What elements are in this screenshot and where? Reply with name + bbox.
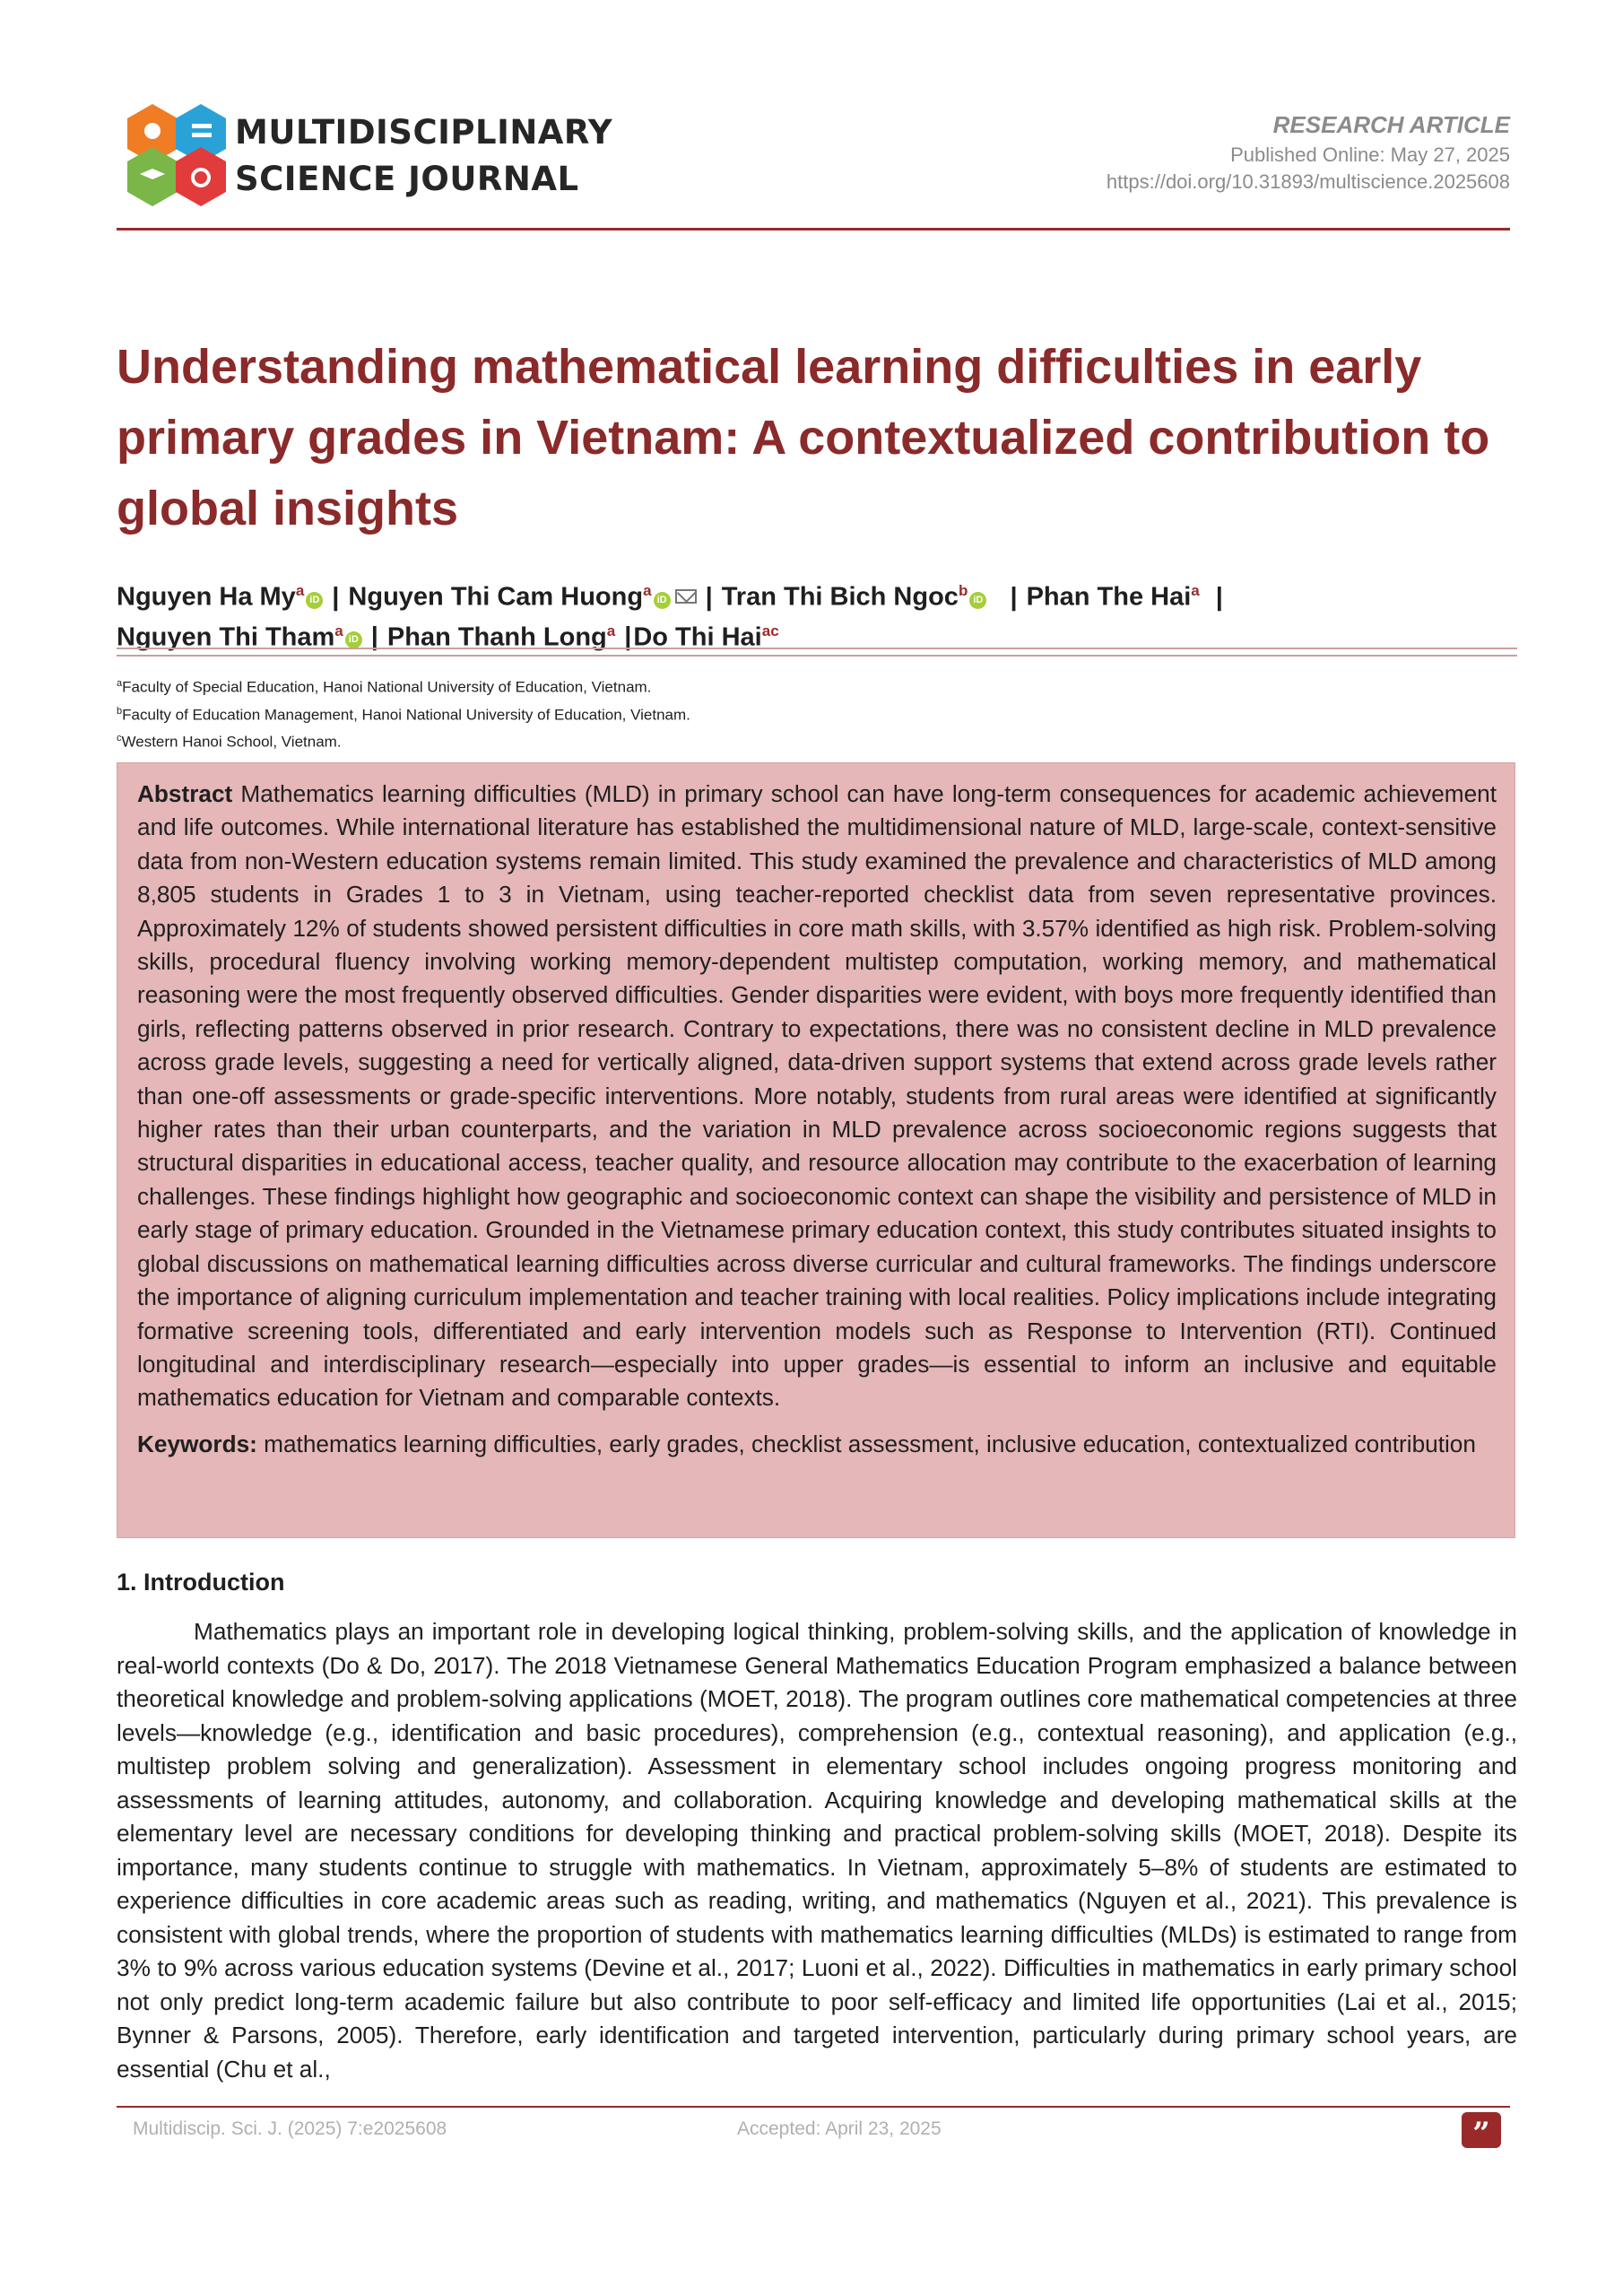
affiliation-mark: c — [117, 733, 122, 744]
orcid-icon[interactable]: iD — [654, 592, 671, 609]
affiliation-mark: ac — [761, 622, 779, 639]
footer-rule — [117, 2106, 1510, 2108]
keywords — [137, 1428, 1497, 1461]
affiliation-item — [117, 700, 1515, 727]
author-rule — [117, 648, 1517, 657]
author-list: Nguyen Ha My$^a$iD | Nguyen Thi Cam Huong$^a$iD | Tran Thi Bich Ngoc$^b$iD | Phan The Hai$^a$ | Nguyen Thi Tham$^a$iD | Phan Thanh Long$^a$ |Do Thi Hai$^{ac}$ — [117, 582, 1223, 652]
affiliation-mark: a — [643, 582, 652, 599]
abstract-text: Mathematics learning difficulties (MLD) in primary school can have long-term consequences for academic achievement and life outcomes. While international literature has established the multidimensional nature of MLD, large-scale, context-sensitive data from non-Western education systems remain limited. This study examined the prevalence and characteristics of MLD among 8,805 students in Grades 1 to 3 in Vietnam, using teacher-reported checklist data from seven representative provinces. Approximately 12% of students showed persistent difficulties in core math skills, with 3.57% identified as high risk. Problem-solving skills, procedural fluency involving working memory-dependent multistep computation, working memory, and mathematical reasoning were the most frequently observed difficulties. Gender disparities were evident, with boys more frequently identified than girls, reflecting patterns observed in prior research. Contrary to expectations, there was no consistent decline in MLD prevalence across grade levels, suggesting a need for vertically aligned, data-driven support systems that extend across grade levels rather than one-off assessments or grade-specific interventions. More notably, students from rural areas were identified at significantly higher rates than their urban counterparts, and the variation in MLD prevalence across socioeconomic regions suggests that structural disparities in educational access, teacher quality, and resource allocation may contribute to the exacerbation of learning challenges. These findings highlight how geographic and socioeconomic context can shape the visibility and persistence of MLD in early stage of primary education. Grounded in the Vietnamese primary education context, this study contributes situated insights to global discussions on mathematical learning difficulties across diverse curricular and cultural frameworks. The findings underscore the importance of aligning curriculum implementation and teacher training with local realities. Policy implications include integrating formative screening tools, differentiated and early intervention models such as Response to Intervention (RTI). Continued longitudinal and interdisciplinary research—especially into upper grades—is essential to inform an inclusive and equitable mathematics education for Vietnam and comparable contexts. — [137, 780, 1497, 1412]
affiliation-mark: a — [606, 622, 616, 639]
quote-icon[interactable]: ” — [1462, 2112, 1501, 2148]
author-name[interactable]: Nguyen Ha My — [117, 582, 296, 612]
section-heading: 1. Introduction — [117, 1569, 285, 1596]
orcid-icon[interactable]: iD — [969, 592, 986, 609]
author-name[interactable]: Do Thi Hai — [633, 622, 762, 652]
abstract — [137, 778, 1497, 1415]
author-name[interactable]: Phan The Hai — [1026, 582, 1192, 612]
article-title: Understanding mathematical learning difficulties in early primary grades in Vietnam: A contextualized contribution to global insights — [117, 340, 1490, 535]
intro-paragraph: Mathematics plays an important role in developing logical thinking, problem-solving skills, and the application of knowledge in real-world contexts (Do & Do, 2017). The 2018 Vietnamese General Mathematics Education Program emphasized a balance between theoretical knowledge and problem-solving applications (MOET, 2018). The program outlines core mathematical competencies at three levels—knowledge (e.g., identification and basic procedures), comprehension (e.g., contextual reasoning), and application (e.g., multistep problem solving and generalization). Assessment in elementary school includes ongoing progress monitoring and assessments of learning attitudes, autonomy, and collaboration. Acquiring knowledge and developing mathematical skills at the elementary level are necessary conditions for developing thinking and practical problem-solving skills (MOET, 2018). Despite its importance, many students continue to struggle with mathematics. In Vietnam, approximately 5–8% of students are estimated to experience difficulties in core academic areas such as reading, writing, and mathematics (Nguyen et al., 2021). This prevalence is consistent with global trends, where the proportion of students with mathematics learning difficulties (MLDs) is estimated to range from 3% to 9% across various education systems (Devine et al., 2017; Luoni et al., 2022). Difficulties in mathematics in early primary school not only predict long-term academic failure but also contribute to poor self-efficacy and limited life opportunities (Lai et al., 2015; Bynner & Parsons, 2005). Therefore, early identification and targeted intervention, particularly during primary school years, are essential (Chu et al., — [117, 1618, 1517, 2083]
affiliation-text: Faculty of Education Management, Hanoi National University of Education, Vietnam. — [122, 706, 690, 724]
author-name[interactable]: Phan Thanh Long — [386, 622, 607, 652]
affiliation-mark: a — [1191, 582, 1200, 599]
article-meta — [1107, 108, 1510, 196]
keywords-label: Keywords: — [137, 1430, 257, 1457]
author-name[interactable]: Nguyen Thi Cam Huong — [348, 582, 644, 612]
journal-name — [235, 109, 701, 203]
header-rule — [117, 228, 1510, 230]
email-icon[interactable] — [675, 589, 697, 604]
affiliation-mark: b — [958, 582, 968, 599]
footer-accepted-date: Accepted: April 23, 2025 — [737, 2118, 942, 2139]
article-type: RESEARCH ARTICLE — [1272, 111, 1510, 138]
keywords-text: mathematics learning difficulties, early grades, checklist assessment, inclusive education, contextualized contribution — [264, 1430, 1476, 1457]
affiliation-text: Faculty of Special Education, Hanoi National University of Education, Vietnam. — [122, 678, 652, 696]
affiliation-item — [117, 726, 1515, 754]
affiliation-mark: a — [334, 622, 343, 639]
affiliation-mark: a — [295, 582, 305, 599]
journal-name-line2: SCIENCE JOURNAL — [235, 160, 579, 198]
affiliation-text: Western Hanoi School, Vietnam. — [121, 733, 342, 751]
affiliation-item — [117, 672, 1515, 700]
author-name[interactable]: Nguyen Thi Tham — [117, 622, 335, 652]
doi-link[interactable]: https://doi.org/10.31893/multiscience.2025608 — [1106, 170, 1510, 193]
published-date: Published Online: May 27, 2025 — [1230, 144, 1510, 166]
orcid-icon[interactable]: iD — [345, 631, 362, 648]
author-name[interactable]: Tran Thi Bich Ngoc — [721, 582, 959, 612]
affiliation-mark: b — [117, 705, 123, 717]
footer-citation: Multidiscip. Sci. J. (2025) 7:e2025608 — [133, 2118, 447, 2139]
affiliations — [117, 672, 1515, 754]
affiliation-mark: a — [117, 678, 123, 689]
journal-name-line1: MULTIDISCIPLINARY — [235, 113, 613, 152]
abstract-box — [117, 762, 1515, 1538]
abstract-label: Abstract — [137, 780, 233, 807]
orcid-icon[interactable]: iD — [306, 592, 323, 609]
